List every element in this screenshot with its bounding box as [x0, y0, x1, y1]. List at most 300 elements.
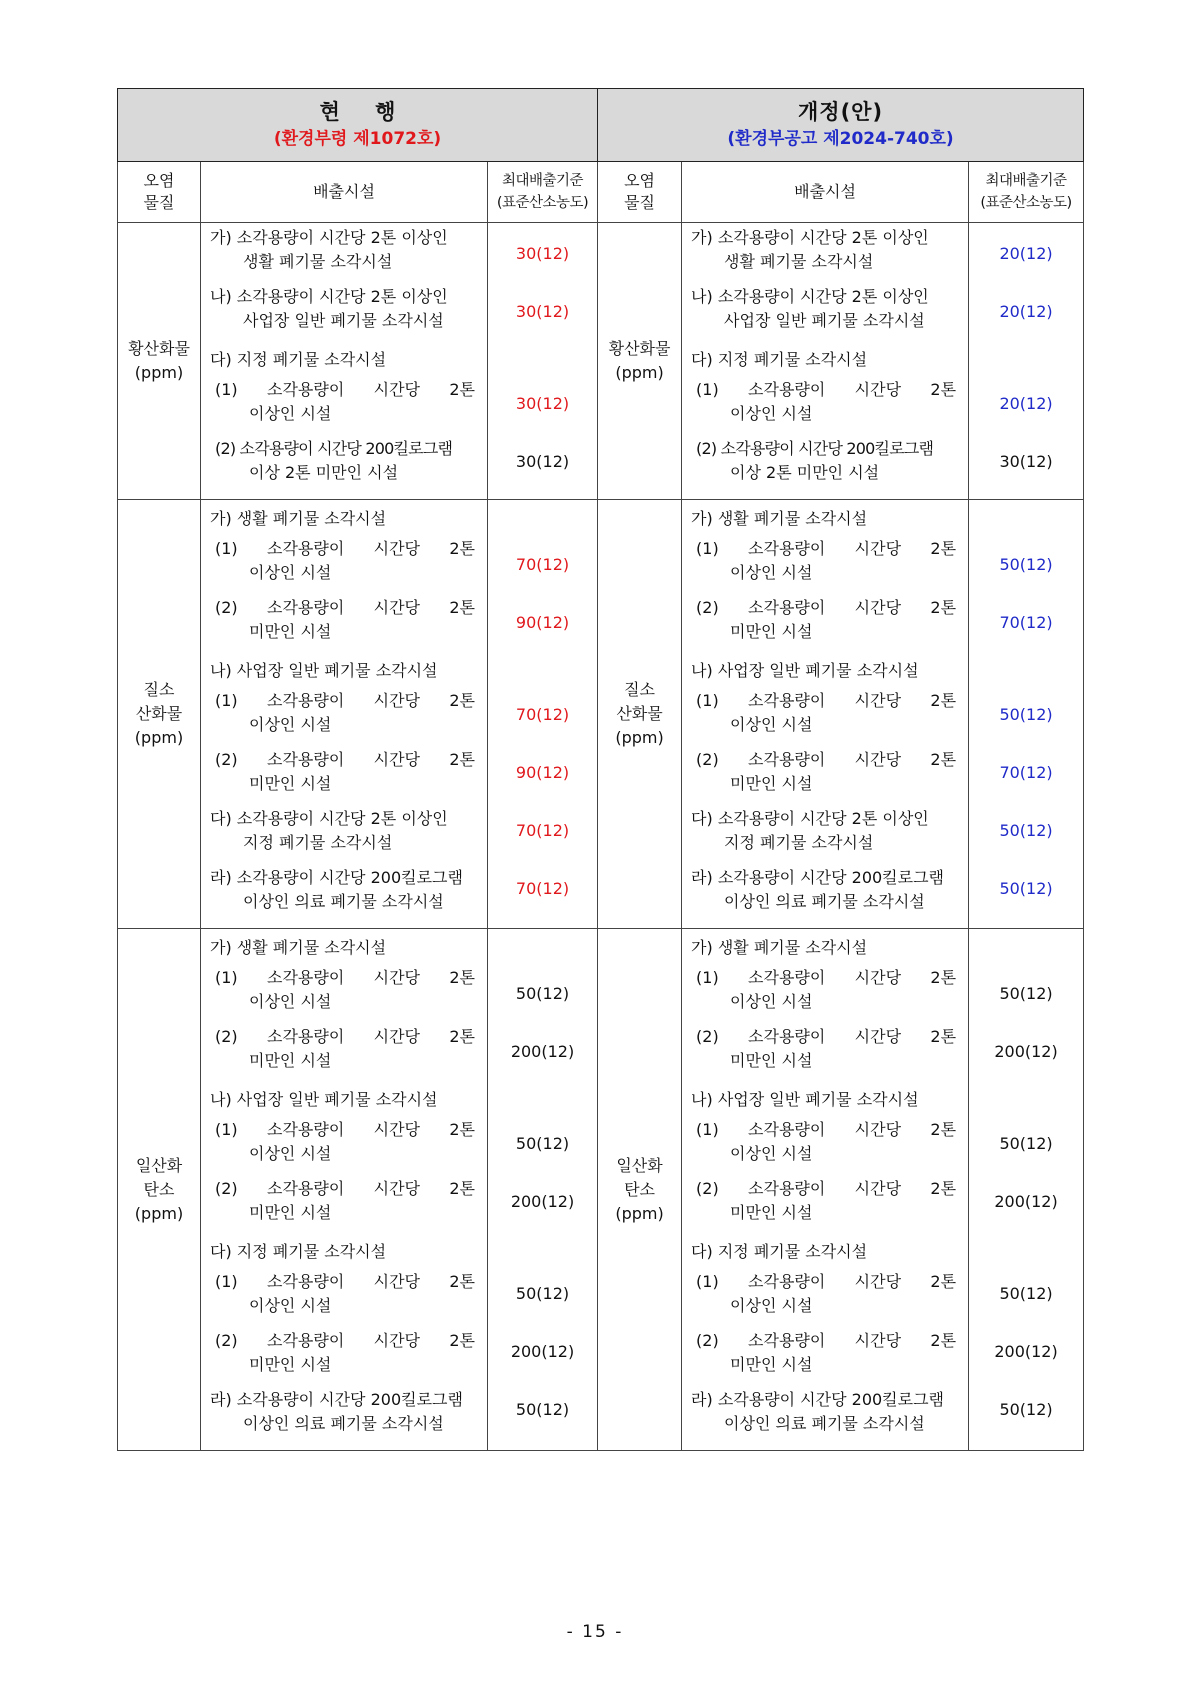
facility-line: 미만인 시설: [730, 1203, 813, 1222]
current-limit-value: 200(12): [510, 1342, 575, 1361]
facility-line: [682, 1329, 968, 1353]
facility-line: [682, 748, 968, 772]
revised-limit-value: 70(12): [999, 613, 1053, 632]
revised-limit-value: 200(12): [994, 1042, 1058, 1061]
facility-item: [682, 1269, 968, 1328]
current-limit-value: 90(12): [515, 763, 570, 782]
facility-word: 시간당: [373, 1027, 421, 1046]
pollutant-name: 일산화: [135, 1155, 183, 1175]
pollutant-section-row: [118, 500, 1084, 929]
facility-line: [682, 537, 968, 561]
facility-line: 이상인 의료 폐기물 소각시설: [243, 892, 444, 911]
facility-word: 소각용량이: [267, 1179, 345, 1198]
facility-line: 이상 2톤 미만인 시설: [249, 463, 399, 482]
facility-word: 소각용량이: [748, 598, 826, 617]
revised-subtitle: (환경부공고 제2024-740호): [727, 129, 954, 149]
facility-line: [201, 689, 487, 713]
value-spacer: [488, 502, 597, 536]
facility-group-title: 다) 지정 폐기물 소각시설: [691, 350, 868, 369]
header-text: 물질: [624, 193, 655, 212]
facility-word: (1): [696, 968, 719, 987]
facility-line: [201, 966, 487, 990]
facility-word: 시간당: [373, 1331, 421, 1350]
facility-group-title: 나) 사업장 일반 폐기물 소각시설: [210, 661, 438, 680]
facility-word: 시간당: [854, 1272, 902, 1291]
facility-word: 2톤: [449, 380, 475, 399]
revised-limit-header: [969, 162, 1084, 223]
facility-item: [682, 377, 968, 436]
facility-word: 2톤: [449, 1120, 475, 1139]
facility-line: 미만인 시설: [249, 1051, 332, 1070]
current-title: 현 행: [319, 100, 410, 124]
facility-word: 소각용량이: [267, 968, 345, 987]
facility-word: 2톤: [930, 1331, 957, 1350]
revised-limit-value: 50(12): [999, 705, 1053, 724]
facility-line: 이상인 시설: [249, 563, 332, 582]
facility-line: [201, 1025, 487, 1049]
facility-line: 가) 소각용량이 시간당 2톤 이상인: [691, 228, 929, 247]
facility-word: 시간당: [854, 750, 902, 769]
facility-word: 소각용량이: [748, 1272, 826, 1291]
facility-word: 시간당: [854, 1179, 902, 1198]
value-spacer: [969, 1231, 1083, 1265]
facility-word: 소각용량이: [748, 1027, 826, 1046]
facility-line: [201, 1177, 487, 1201]
facility-item: [682, 595, 968, 654]
facility-word: (2): [696, 1331, 719, 1350]
current-limit-value: 70(12): [515, 879, 570, 898]
facility-word: (2): [215, 1179, 238, 1198]
current-limit-value: 50(12): [515, 984, 570, 1003]
pollutant-name: (ppm): [134, 728, 184, 747]
value-spacer: [488, 652, 597, 686]
facility-word: 시간당: [854, 380, 902, 399]
facility-word: 소각용량이: [267, 691, 345, 710]
facility-group-title: 나) 사업장 일반 폐기물 소각시설: [691, 1090, 919, 1109]
facility-item: [682, 865, 968, 924]
revised-limit-value: 50(12): [999, 555, 1053, 574]
facility-word: (2): [696, 1027, 719, 1046]
current-limit-cell: [488, 500, 598, 929]
current-limit-value: 30(12): [515, 302, 570, 321]
facility-line: [682, 966, 968, 990]
facility-word: 소각용량이: [748, 691, 826, 710]
facility-line: 이상인 시설: [730, 404, 813, 423]
revised-facility-cell: [682, 223, 969, 500]
facility-line: 이상인 시설: [730, 563, 813, 582]
facility-line: 이상인 의료 폐기물 소각시설: [243, 1414, 444, 1433]
facility-word: 2톤: [930, 539, 957, 558]
facility-line: 미만인 시설: [730, 1051, 813, 1070]
facility-item: [201, 747, 487, 806]
facility-item: [201, 1328, 487, 1387]
value-spacer: [969, 502, 1083, 536]
current-limit-value: 200(12): [510, 1042, 575, 1061]
current-pollutant-header: [118, 162, 201, 223]
facility-line: [201, 537, 487, 561]
facility-line: 이상인 시설: [730, 1296, 813, 1315]
current-limit-value: 50(12): [515, 1400, 570, 1419]
current-title-cell: [118, 89, 598, 162]
current-pollutant-cell: [118, 929, 201, 1451]
facility-item: [201, 806, 487, 865]
revised-pollutant-header: [598, 162, 682, 223]
facility-line: [682, 689, 968, 713]
pollutant-name: 탄소: [624, 1179, 655, 1199]
facility-line: 사업장 일반 폐기물 소각시설: [724, 311, 925, 330]
facility-line: 지정 폐기물 소각시설: [724, 833, 874, 852]
facility-word: 시간당: [854, 539, 902, 558]
revised-limit-value: 200(12): [994, 1192, 1058, 1211]
facility-line: 미만인 시설: [249, 774, 332, 793]
facility-item: [682, 284, 968, 343]
header-text: 최대배출기준: [985, 173, 1067, 189]
value-spacer: [969, 652, 1083, 686]
facility-group-title: 가) 생활 폐기물 소각시설: [691, 938, 868, 957]
revised-limit-value: 50(12): [999, 821, 1053, 840]
revised-facility-header: 배출시설: [682, 162, 969, 223]
facility-word: 시간당: [373, 598, 421, 617]
current-facility-cell: [201, 223, 488, 500]
facility-word: (1): [215, 1120, 238, 1139]
value-spacer: [969, 1081, 1083, 1115]
facility-word: (2): [215, 598, 238, 617]
facility-line: 미만인 시설: [249, 1203, 332, 1222]
facility-item: [682, 1176, 968, 1235]
facility-word: 소각용량이: [748, 750, 826, 769]
revised-limit-value: 20(12): [999, 394, 1053, 413]
page-number: - 15 -: [566, 1622, 624, 1642]
current-limit-value: 50(12): [515, 1134, 570, 1153]
facility-item: [682, 1328, 968, 1387]
revised-limit-value: 50(12): [999, 1134, 1053, 1153]
revised-pollutant-cell: [598, 500, 682, 929]
facility-line: 이상인 의료 폐기물 소각시설: [724, 892, 925, 911]
facility-word: (1): [215, 691, 238, 710]
header-text: 오염: [624, 171, 655, 190]
revised-title-cell: [598, 89, 1084, 162]
facility-item: [201, 965, 487, 1024]
facility-line: 이상인 시설: [249, 992, 332, 1011]
facility-word: 소각용량이: [267, 1272, 345, 1291]
current-limit-cell: [488, 929, 598, 1451]
current-pollutant-cell: [118, 500, 201, 929]
facility-word: (2): [696, 750, 719, 769]
facility-word: 2톤: [449, 968, 475, 987]
revised-limit-value: 20(12): [999, 302, 1053, 321]
facility-line: (2) 소각용량이 시간당 200킬로그램: [696, 439, 934, 458]
facility-word: 2톤: [930, 598, 957, 617]
facility-word: 소각용량이: [748, 1120, 826, 1139]
facility-word: (1): [696, 691, 719, 710]
facility-group-title: 나) 사업장 일반 폐기물 소각시설: [691, 661, 919, 680]
facility-item: [682, 436, 968, 495]
facility-line: [682, 1025, 968, 1049]
current-limit-value: 30(12): [515, 452, 570, 471]
revised-limit-value: 70(12): [999, 763, 1053, 782]
current-facility-cell: [201, 500, 488, 929]
facility-item: [682, 1387, 968, 1446]
facility-word: 2톤: [930, 1120, 957, 1139]
facility-line: 지정 폐기물 소각시설: [243, 833, 393, 852]
current-limit-header: [488, 162, 598, 223]
facility-word: 소각용량이: [748, 1179, 826, 1198]
revised-pollutant-cell: [598, 929, 682, 1451]
revised-pollutant-cell: [598, 223, 682, 500]
facility-word: 2톤: [449, 750, 475, 769]
facility-word: 2톤: [930, 1027, 957, 1046]
facility-item: [201, 536, 487, 595]
pollutant-name: 질소: [143, 680, 175, 699]
current-limit-cell: [488, 223, 598, 500]
facility-line: 미만인 시설: [730, 774, 813, 793]
facility-item: [201, 284, 487, 343]
pollutant-section-row: [118, 223, 1084, 500]
facility-group-title: 나) 사업장 일반 폐기물 소각시설: [210, 1090, 438, 1109]
facility-item: [201, 225, 487, 284]
facility-line: [201, 378, 487, 402]
current-pollutant-cell: [118, 223, 201, 500]
current-limit-value: 90(12): [515, 613, 570, 632]
value-spacer: [969, 341, 1083, 375]
facility-word: 시간당: [854, 691, 902, 710]
facility-word: 시간당: [854, 968, 902, 987]
facility-line: 이상인 시설: [249, 404, 332, 423]
facility-word: 2톤: [449, 691, 475, 710]
pollutant-name: 일산화: [616, 1155, 663, 1175]
revised-limit-value: 50(12): [999, 879, 1053, 898]
facility-item: [682, 806, 968, 865]
facility-item: [201, 436, 487, 495]
facility-word: 2톤: [449, 1027, 475, 1046]
facility-word: 시간당: [373, 539, 421, 558]
facility-item: [682, 965, 968, 1024]
facility-line: 미만인 시설: [730, 1355, 813, 1374]
header-text: 최대배출기준: [501, 173, 584, 189]
facility-line: 라) 소각용량이 시간당 200킬로그램: [691, 868, 944, 887]
revised-limit-cell: [969, 500, 1084, 929]
facility-word: 소각용량이: [267, 1027, 345, 1046]
pollutant-name: 황산화물: [128, 339, 190, 358]
facility-line: 미만인 시설: [249, 1355, 332, 1374]
facility-word: (1): [215, 968, 238, 987]
facility-word: 시간당: [373, 1272, 421, 1291]
facility-word: 소각용량이: [748, 968, 826, 987]
current-facility-header: 배출시설: [201, 162, 488, 223]
facility-word: 시간당: [373, 380, 421, 399]
facility-word: 소각용량이: [267, 1120, 345, 1139]
facility-word: 시간당: [373, 750, 421, 769]
facility-item: [682, 225, 968, 284]
facility-word: 2톤: [449, 1331, 475, 1350]
facility-word: 소각용량이: [748, 539, 826, 558]
facility-item: [682, 747, 968, 806]
facility-line: [682, 1177, 968, 1201]
facility-line: 라) 소각용량이 시간당 200킬로그램: [691, 1390, 944, 1409]
current-subtitle: (환경부령 제1072호): [273, 129, 442, 149]
facility-line: [201, 748, 487, 772]
facility-word: 2톤: [930, 380, 957, 399]
facility-item: [201, 1176, 487, 1235]
facility-word: (1): [696, 1272, 719, 1291]
revised-facility-cell: [682, 929, 969, 1451]
pollutant-name: 산화물: [616, 704, 663, 723]
facility-word: 2톤: [449, 539, 475, 558]
facility-line: 다) 소각용량이 시간당 2톤 이상인: [691, 809, 929, 828]
facility-item: [201, 1269, 487, 1328]
facility-word: 2톤: [449, 1272, 475, 1291]
facility-line: 가) 소각용량이 시간당 2톤 이상인: [210, 228, 448, 247]
facility-word: 소각용량이: [748, 380, 826, 399]
facility-word: 소각용량이: [748, 1331, 826, 1350]
facility-line: [682, 1118, 968, 1142]
facility-word: 시간당: [373, 968, 421, 987]
facility-line: [201, 1270, 487, 1294]
revised-limit-cell: [969, 929, 1084, 1451]
facility-group-title: 가) 생활 폐기물 소각시설: [210, 938, 387, 957]
revised-limit-value: 50(12): [999, 984, 1053, 1003]
pollutant-name: 탄소: [143, 1179, 175, 1199]
facility-item: [201, 595, 487, 654]
revised-limit-value: 50(12): [999, 1284, 1053, 1303]
current-limit-value: 70(12): [515, 555, 570, 574]
facility-line: 이상인 시설: [249, 1144, 332, 1163]
facility-line: 이상인 시설: [249, 1296, 332, 1315]
facility-word: 소각용량이: [267, 539, 345, 558]
facility-line: [201, 1329, 487, 1353]
facility-word: 2톤: [930, 750, 957, 769]
facility-word: (1): [696, 380, 719, 399]
facility-line: 생활 폐기물 소각시설: [243, 252, 393, 271]
facility-line: 이상인 시설: [730, 715, 813, 734]
revised-limit-value: 20(12): [999, 244, 1053, 263]
facility-word: 소각용량이: [267, 1331, 345, 1350]
header-text: 물질: [143, 193, 175, 212]
revised-limit-cell: [969, 223, 1084, 500]
facility-word: 소각용량이: [267, 598, 345, 617]
facility-item: [201, 688, 487, 747]
value-spacer: [969, 931, 1083, 965]
facility-word: (2): [696, 598, 719, 617]
facility-line: [201, 596, 487, 620]
facility-word: (2): [215, 750, 238, 769]
facility-item: [682, 1117, 968, 1176]
value-spacer: [488, 1231, 597, 1265]
revised-limit-value: 50(12): [999, 1400, 1053, 1419]
comparison-table: [117, 88, 1084, 1451]
facility-word: 시간당: [854, 1120, 902, 1139]
current-limit-value: 70(12): [515, 705, 570, 724]
revised-facility-cell: [682, 500, 969, 929]
facility-word: 소각용량이: [267, 750, 345, 769]
facility-line: 이상인 시설: [249, 715, 332, 734]
pollutant-name: (ppm): [615, 363, 664, 382]
revised-limit-value: 200(12): [994, 1342, 1058, 1361]
facility-item: [682, 536, 968, 595]
facility-line: 라) 소각용량이 시간당 200킬로그램: [210, 1390, 463, 1409]
facility-word: (2): [215, 1027, 238, 1046]
pollutant-name: (ppm): [134, 1203, 184, 1223]
comparison-table-page: [117, 88, 1083, 1451]
facility-word: 2톤: [449, 1179, 475, 1198]
facility-item: [201, 377, 487, 436]
facility-line: 이상인 시설: [730, 992, 813, 1011]
facility-word: 2톤: [930, 1272, 957, 1291]
facility-line: (2) 소각용량이 시간당 200킬로그램: [215, 439, 453, 458]
header-text: 오염: [143, 171, 175, 190]
facility-word: 시간당: [854, 1027, 902, 1046]
facility-word: 소각용량이: [267, 380, 345, 399]
facility-item: [201, 1024, 487, 1083]
facility-word: 2톤: [930, 968, 957, 987]
facility-word: 시간당: [373, 1120, 421, 1139]
facility-line: [201, 1118, 487, 1142]
facility-group-title: 다) 지정 폐기물 소각시설: [210, 350, 387, 369]
current-facility-cell: [201, 929, 488, 1451]
pollutant-name: 산화물: [135, 704, 183, 723]
table-body: [118, 223, 1084, 1451]
facility-word: (1): [696, 539, 719, 558]
header-text: (표준산소농도): [496, 195, 589, 211]
facility-line: 이상인 시설: [730, 1144, 813, 1163]
current-limit-value: 30(12): [515, 394, 570, 413]
facility-item: [682, 1024, 968, 1083]
header-text: (표준산소농도): [980, 195, 1072, 211]
facility-item: [201, 1387, 487, 1446]
facility-item: [201, 1117, 487, 1176]
facility-word: (2): [696, 1179, 719, 1198]
pollutant-name: (ppm): [615, 728, 664, 747]
facility-group-title: 다) 지정 폐기물 소각시설: [210, 1242, 387, 1261]
facility-line: 나) 소각용량이 시간당 2톤 이상인: [691, 287, 929, 306]
facility-word: 시간당: [373, 1179, 421, 1198]
pollutant-name: 질소: [624, 680, 655, 699]
facility-line: 사업장 일반 폐기물 소각시설: [243, 311, 444, 330]
facility-item: [201, 865, 487, 924]
facility-word: (1): [696, 1120, 719, 1139]
facility-word: 2톤: [930, 691, 957, 710]
pollutant-name: 황산화물: [608, 339, 671, 358]
facility-word: (1): [215, 1272, 238, 1291]
facility-line: 라) 소각용량이 시간당 200킬로그램: [210, 868, 463, 887]
facility-word: 시간당: [854, 1331, 902, 1350]
facility-line: 미만인 시설: [730, 622, 813, 641]
value-spacer: [488, 341, 597, 375]
facility-word: 2톤: [930, 1179, 957, 1198]
current-limit-value: 70(12): [515, 821, 570, 840]
facility-item: [682, 688, 968, 747]
current-limit-value: 200(12): [510, 1192, 575, 1211]
facility-word: (2): [215, 1331, 238, 1350]
facility-line: [682, 378, 968, 402]
value-spacer: [488, 1081, 597, 1115]
facility-group-title: 가) 생활 폐기물 소각시설: [210, 509, 387, 528]
facility-line: 미만인 시설: [249, 622, 332, 641]
pollutant-name: (ppm): [134, 363, 184, 382]
facility-line: 이상인 의료 폐기물 소각시설: [724, 1414, 925, 1433]
value-spacer: [488, 931, 597, 965]
facility-group-title: 다) 지정 폐기물 소각시설: [691, 1242, 868, 1261]
facility-line: 나) 소각용량이 시간당 2톤 이상인: [210, 287, 448, 306]
facility-word: 2톤: [449, 598, 475, 617]
facility-word: 시간당: [373, 691, 421, 710]
facility-word: (1): [215, 380, 238, 399]
revised-limit-value: 30(12): [999, 452, 1053, 471]
facility-line: [682, 1270, 968, 1294]
facility-line: 생활 폐기물 소각시설: [724, 252, 874, 271]
pollutant-name: (ppm): [615, 1203, 664, 1223]
facility-word: 시간당: [854, 598, 902, 617]
